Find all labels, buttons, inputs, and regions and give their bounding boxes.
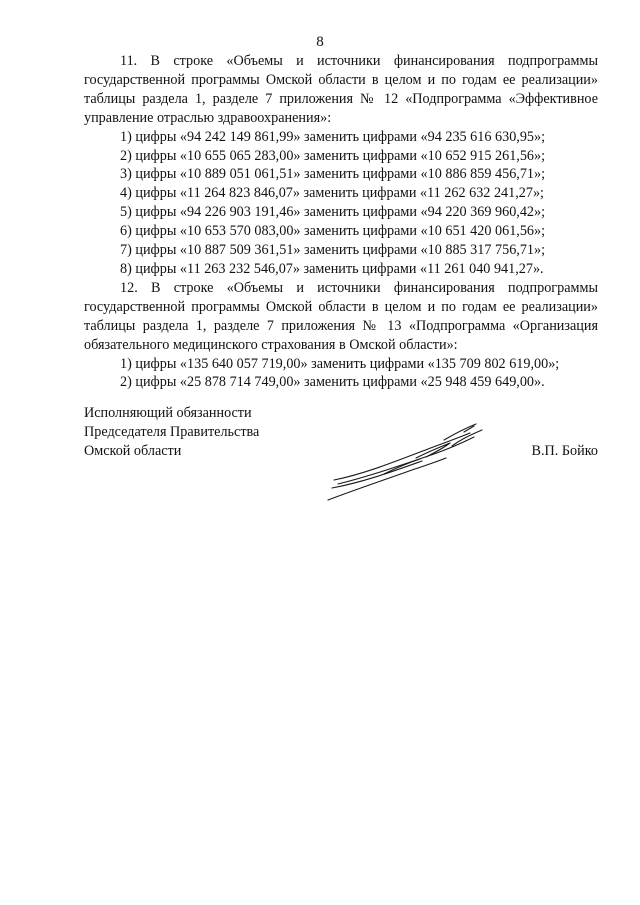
signer-title-line: Председателя Правительства xyxy=(84,423,260,440)
signer-title-line: Омской области xyxy=(84,442,182,459)
list-item: 7) цифры «10 887 509 361,51» заменить цифрами «10 885 317 756,71»; xyxy=(120,242,546,259)
list-item: 5) цифры «94 226 903 191,46» заменить цифрами «94 220 369 960,42»; xyxy=(120,204,546,221)
page-number: 8 xyxy=(316,34,324,50)
list-item: 6) цифры «10 653 570 083,00» заменить цифрами «10 651 420 061,56»; xyxy=(120,223,546,240)
document-body xyxy=(84,52,598,392)
signer-title-line: Исполняющий обязанности xyxy=(84,405,252,421)
list-item: 4) цифры «11 264 823 846,07» заменить цифрами «11 262 632 241,27»; xyxy=(120,185,545,202)
signer-name: В.П. Бойко xyxy=(531,442,598,459)
list-item: 2) цифры «25 878 714 749,00» заменить цифрами «25 948 459 649,00». xyxy=(120,374,545,391)
signer-title xyxy=(84,404,259,461)
section-11-text: 11. В строке «Объемы и источники финансирования подпрограммы государственной программы Омской области в целом и по годам ее реализации» таблицы раздела 1, разделе 7 приложения № 12 «Подпрограмма «Эффективное управление отраслью здравоохранения»: xyxy=(84,53,598,126)
list-item: 2) цифры «10 655 065 283,00» заменить цифрами «10 652 915 261,56»; xyxy=(120,147,546,164)
section-11-items xyxy=(84,128,598,279)
signature-block xyxy=(84,404,598,514)
handwritten-signature xyxy=(324,416,494,502)
list-item: 8) цифры «11 263 232 546,07» заменить цифрами «11 261 040 941,27». xyxy=(120,260,544,277)
list-item: 3) цифры «10 889 051 061,51» заменить цифрами «10 886 859 456,71»; xyxy=(120,166,546,183)
section-12-text: 12. В строке «Объемы и источники финансирования подпрограммы государственной программы Омской области в целом и по годам ее реализации» таблицы раздела 1, разделе 7 приложения № 13 «Подпрограмма «Организация обязательного медицинского страхования в Омской области»: xyxy=(84,279,598,353)
section-12-items xyxy=(84,355,598,393)
list-item: 1) цифры «94 242 149 861,99» заменить цифрами «94 235 616 630,95»; xyxy=(120,128,546,145)
list-item: 1) цифры «135 640 057 719,00» заменить цифрами «135 709 802 619,00»; xyxy=(120,355,560,372)
